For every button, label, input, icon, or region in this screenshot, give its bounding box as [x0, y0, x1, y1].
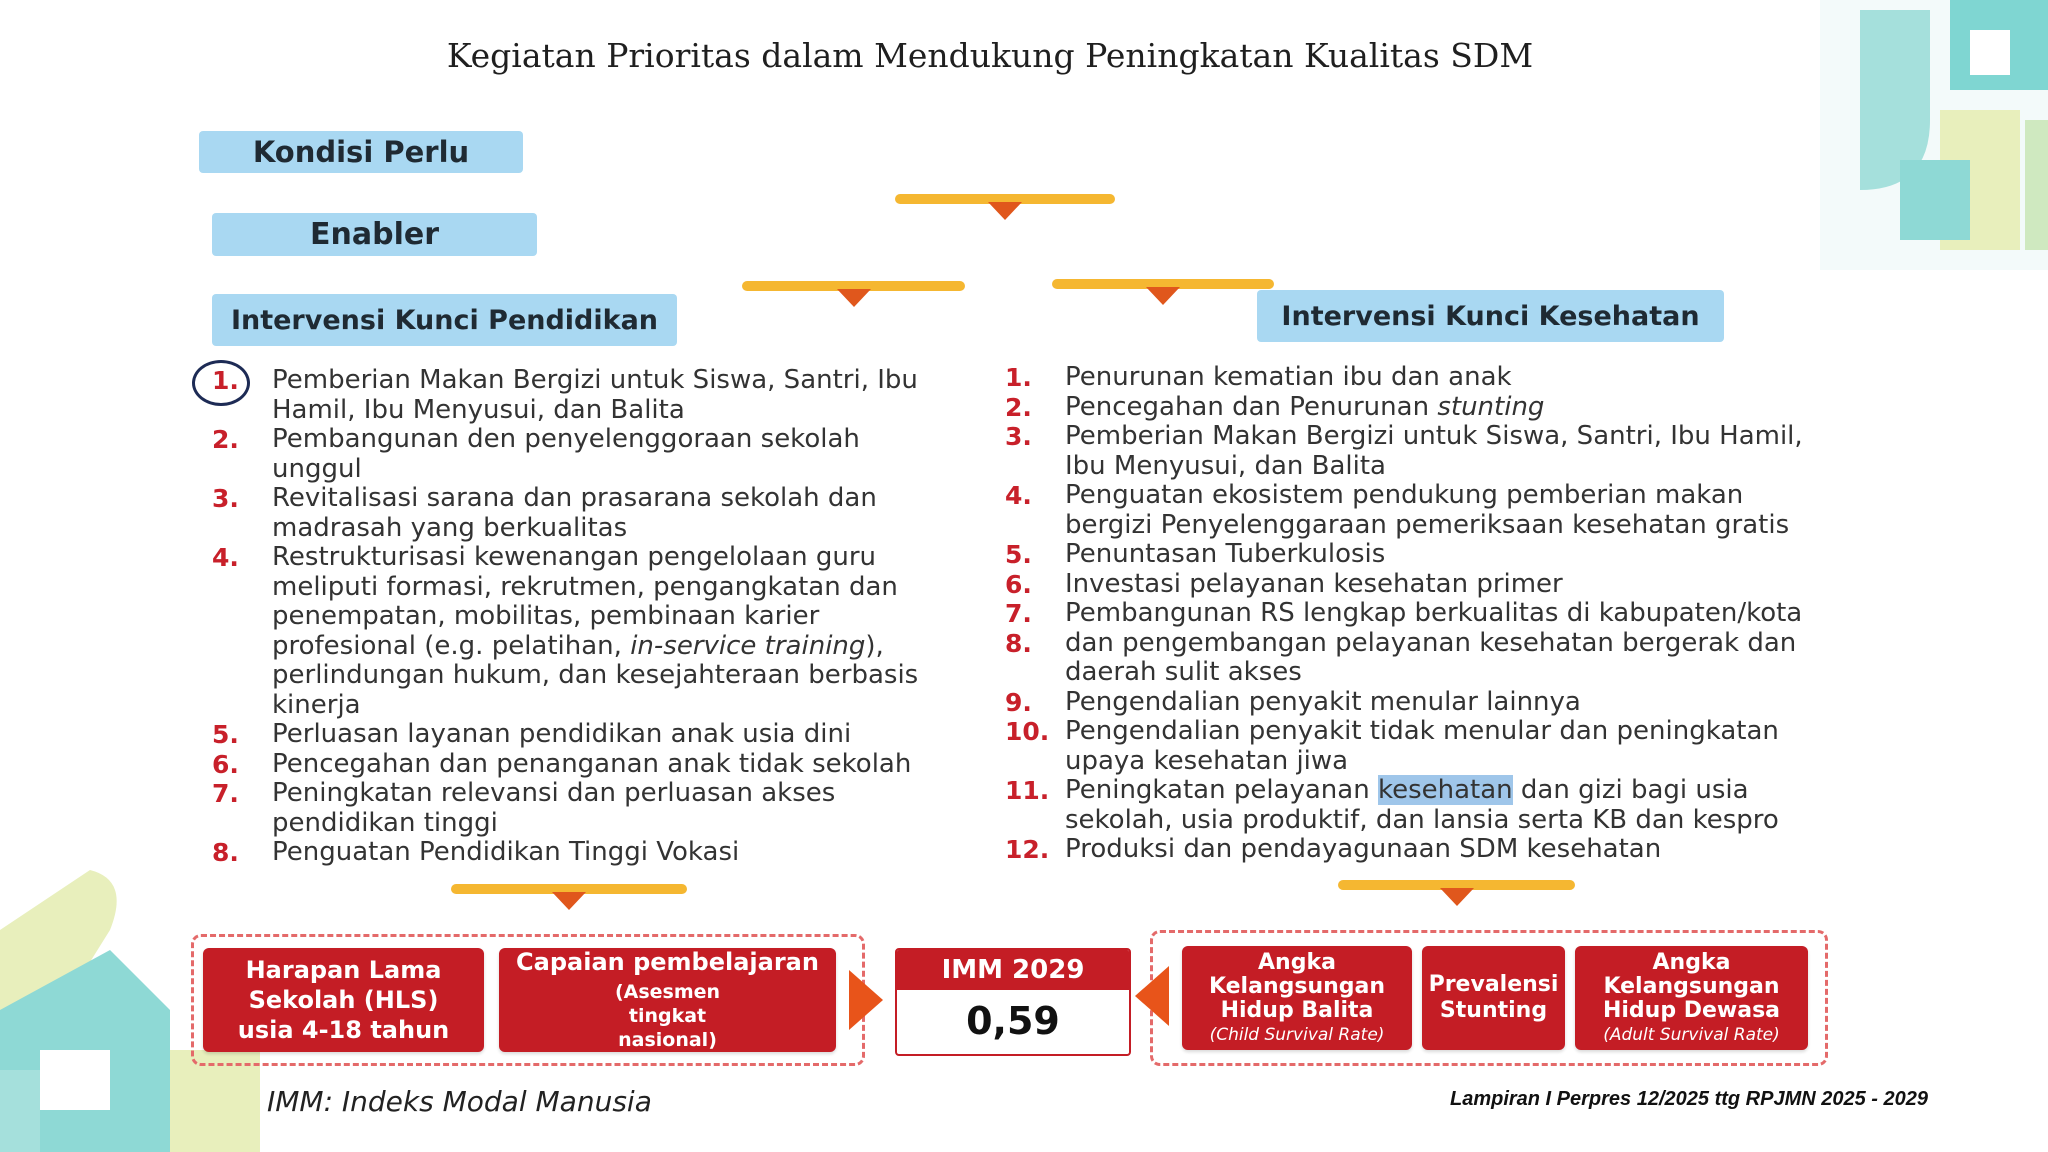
kesehatan-list: [1005, 363, 1825, 865]
list-item: 5. Penuntasan Tuberkulosis: [1005, 539, 1386, 569]
list-item: 2. Pembangunan den penyelenggoraan sekolah unggul: [212, 424, 860, 484]
pendidikan-list: [212, 366, 952, 868]
list-item: 6. Pencegahan dan penanganan anak tidak sekolah: [212, 748, 912, 779]
list-item: 8. Penguatan Pendidikan Tinggi Vokasi: [212, 837, 740, 867]
outcome-prevalensi-stunting: Prevalensi Stunting: [1422, 946, 1565, 1050]
footer-note: IMM: Indeks Modal Manusia: [267, 1085, 652, 1118]
list-item: 5. Perluasan layanan pendidikan anak usia dini: [212, 719, 852, 749]
intervensi-kesehatan-header: Intervensi Kunci Kesehatan: [1257, 290, 1724, 342]
enabler-label: Enabler: [212, 213, 537, 256]
page-title: Kegiatan Prioritas dalam Mendukung Peningkatan Kualitas SDM: [446, 36, 1534, 75]
imm-value: 0,59: [966, 999, 1060, 1043]
footer-source: Lampiran I Perpres 12/2025 ttg RPJMN 2025 - 2029: [1449, 1088, 1928, 1110]
imm-box: [895, 948, 1131, 1056]
arrow-left-to-imm: [1135, 966, 1169, 1026]
selected-text: kesehatan: [1377, 775, 1513, 805]
list-item: 11. Peningkatan pelayanan kesehatan dan gizi bagi usia sekolah, usia produktif, dan lansia serta KB dan kespro: [1005, 775, 1779, 835]
list-item: 4. Penguatan ekosistem pendukung pemberian makan bergizi Penyelenggaraan pemeriksaan kesehatan gratis: [1005, 480, 1790, 540]
imm-label: IMM 2029: [897, 950, 1129, 990]
list-item: 1. Pemberian Makan Bergizi untuk Siswa, Santri, Ibu Hamil, Ibu Menyusui, dan Balita: [212, 366, 952, 425]
connector-kesehatan: [1052, 279, 1274, 289]
list-item: 3. Revitalisasi sarana dan prasarana sekolah dan madrasah yang berkualitas: [212, 483, 877, 543]
connector-outcome-left: [451, 884, 687, 894]
list-item: 1. Penurunan kematian ibu dan anak: [1005, 362, 1512, 392]
list-item: 2. Pencegahan dan Penurunan stunting: [1005, 391, 1545, 422]
list-item: 10. Pengendalian penyakit tidak menular dan peningkatan upaya kesehatan jiwa: [1005, 716, 1779, 776]
connector-top: [895, 194, 1115, 204]
list-item: 7. Pembangunan RS lengkap berkualitas di kabupaten/kota: [1005, 598, 1803, 628]
outcome-capaian-pembelajaran: Capaian pembelajaran (Asesmen tingkat nasional): [499, 948, 836, 1052]
list-item: 3. Pemberian Makan Bergizi untuk Siswa, Santri, Ibu Hamil, Ibu Menyusui, dan Balita: [1005, 421, 1803, 481]
connector-outcome-right: [1338, 880, 1575, 890]
list-item: 8. dan pengembangan pelayanan kesehatan bergerak dan daerah sulit akses: [1005, 627, 1797, 687]
outcome-child-survival: Angka Kelangsungan Hidup Balita (Child Survival Rate): [1182, 946, 1412, 1050]
list-item: 9. Pengendalian penyakit menular lainnya: [1005, 686, 1581, 717]
list-item: 7. Peningkatan relevansi dan perluasan akses pendidikan tinggi: [212, 778, 836, 838]
arrow-right-to-imm: [849, 970, 883, 1030]
outcome-adult-survival: Angka Kelangsungan Hidup Dewasa (Adult Survival Rate): [1575, 946, 1808, 1050]
outcome-hls: Harapan Lama Sekolah (HLS) usia 4-18 tahun: [203, 948, 484, 1052]
list-item: 4. Restrukturisasi kewenangan pengelolaan guru meliputi formasi, rekrutmen, pengangkatan dan penempatan, mobilitas, pembinaan karier profesional (e.g. pelatihan, in-service training), perlindungan hukum, dan kesejahteraan berbasis kinerja: [212, 542, 919, 720]
kondisi-perlu-label: Kondisi Perlu: [199, 131, 523, 173]
list-item: 12. Produksi dan pendayagunaan SDM kesehatan: [1005, 834, 1662, 864]
intervensi-pendidikan-header: Intervensi Kunci Pendidikan: [212, 294, 677, 346]
connector-pendidikan: [742, 281, 965, 291]
list-item: 6. Investasi pelayanan kesehatan primer: [1005, 568, 1563, 599]
